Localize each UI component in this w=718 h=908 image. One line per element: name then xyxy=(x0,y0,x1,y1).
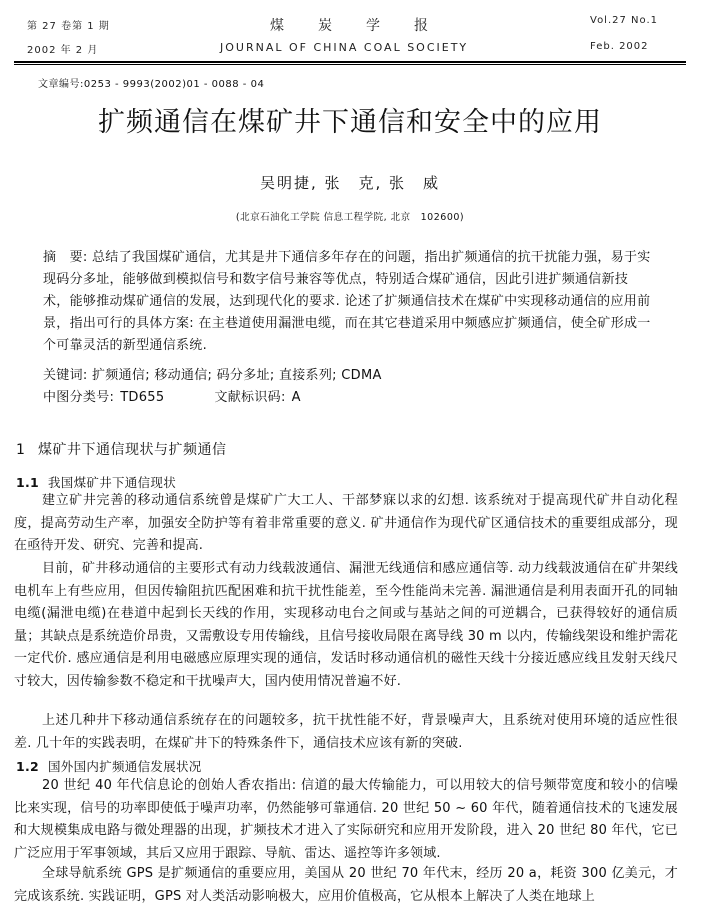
header-rule-thin xyxy=(14,64,686,65)
header-volume-issue-en: Vol.27 No.1 xyxy=(590,15,659,26)
section-number: 1 xyxy=(16,442,26,458)
paragraph: 目前，矿井移动通信的主要形式有动力线载波通信、漏泄无线通信和感应通信等. 动力线载波通信在矿井架线电机车上有些应用，但因传输阻抗匹配困难和抗干扰性能差，至今性能尚未完善. 漏泄通信是利用表面开孔的同轴电缆(漏泄电缆)在巷道中起到长天线的作用，实现移动电台之间或与基站之间的可逆耦合，已获得较好的通信质量；其缺点是系统造价昂贵，又需敷设专用传输线，且信号接收局限在离导线 30 m 以内，传输线架设和维护需花一定代价. 感应通信是利用电磁感应原理实现的通信，发话时移动通信机的磁性天线十分接近感应线且发射天线尺寸较大，因传输参数不稳定和干扰噪声大，国内使用情况普遍不好. xyxy=(14,561,678,689)
header-journal-en: JOURNAL OF CHINA COAL SOCIETY xyxy=(220,41,469,54)
section-title: 煤矿井下通信现状与扩频通信 xyxy=(38,442,227,458)
subsection-title: 国外国内扩频通信发展状况 xyxy=(48,759,202,774)
subsection-number: 1.1 xyxy=(16,475,40,490)
subsection-heading xyxy=(16,473,176,491)
classification-line xyxy=(43,386,663,405)
paragraph: 上述几种井下移动通信系统存在的问题较多，抗干扰性能不好，背景噪声大，且系统对使用环境的适应性很差. 几十年的实践表明，在煤矿井下的特殊条件下，通信技术应该有新的突破. xyxy=(14,713,678,751)
header-volume-issue: 第 27 卷第 1 期 xyxy=(27,21,110,32)
abstract: 摘 要: 总结了我国煤矿通信，尤其是井下通信多年存在的问题，指出扩频通信的抗干扰能力强，易于实现码分多址，能够做到模拟信号和数字信号兼容等优点，特别适合煤矿通信，因此引进扩频通信新技术，能够推动煤矿通信的发展，达到现代化的要求. 论述了扩频通信技术在煤矿中实现移动通信的应用前景，指出可行的具体方案: 在主巷道使用漏泄电缆，而在其它巷道采用中频感应扩频通信，使全矿形成一个可靠灵活的新型通信系统. xyxy=(43,250,651,353)
subsection-title: 我国煤矿井下通信现状 xyxy=(48,475,177,490)
header-rule-thick xyxy=(14,61,686,63)
paragraph: 全球导航系统 GPS 是扩频通信的重要应用，美国从 20 世纪 70 年代末，经历 20 a，耗资 300 亿美元，才完成该系统. 实践证明，GPS 对人类活动影响极大，应用价值极高，它从根本上解决了人类在地球上 xyxy=(14,866,678,904)
article-number: 文章编号:0253 - 9993(2002)01 - 0088 - 04 xyxy=(38,79,265,90)
clc-label: 中图分类号: xyxy=(43,390,115,405)
header-date: 2002 年 2 月 xyxy=(27,45,99,56)
section-heading xyxy=(16,439,227,459)
doc-code-label: 文献标识码: xyxy=(214,390,286,405)
paragraph: 20 世纪 40 年代信息论的创始人香农指出: 信道的最大传输能力，可以用较大的信号频带宽度和较小的信噪比来实现，信号的功率即使低于噪声功率，仍然能够可靠通信. 20 世纪 50 ~ 60 年代，随着通信技术的飞速发展和大规模集成电路与微处理器的出现，扩频技术才进入了实际研究和应用开发阶段，进入 20 世纪 80 年代，它已广泛应用于军事领域，其后又应用于跟踪、导航、雷达、遥控等许多领域. xyxy=(14,778,678,861)
header-date-en: Feb. 2002 xyxy=(590,41,649,52)
paragraph: 建立矿井完善的移动通信系统曾是煤矿广大工人、干部梦寐以求的幻想. 该系统对于提高现代矿井自动化程度，提高劳动生产率，加强安全防护等有着非常重要的意义. 矿井通信作为现代矿区通信技术的重要组成部分，现在亟待开发、研究、完善和提高. xyxy=(14,493,678,554)
authors: 吴明捷, 张 克, 张 威 xyxy=(259,174,441,192)
paper-title: 扩频通信在煤矿井下通信和安全中的应用 xyxy=(98,107,602,138)
subsection-heading xyxy=(16,757,202,775)
header-journal-cn: 煤 炭 学 报 xyxy=(270,18,430,34)
subsection-number: 1.2 xyxy=(16,759,40,774)
doc-code-value: A xyxy=(291,390,301,405)
keywords: 关键词: 扩频通信; 移动通信; 码分多址; 直接系列; CDMA xyxy=(43,368,382,383)
clc-value: TD655 xyxy=(120,390,165,405)
affiliation: (北京石油化工学院 信息工程学院, 北京 102600) xyxy=(235,212,465,223)
